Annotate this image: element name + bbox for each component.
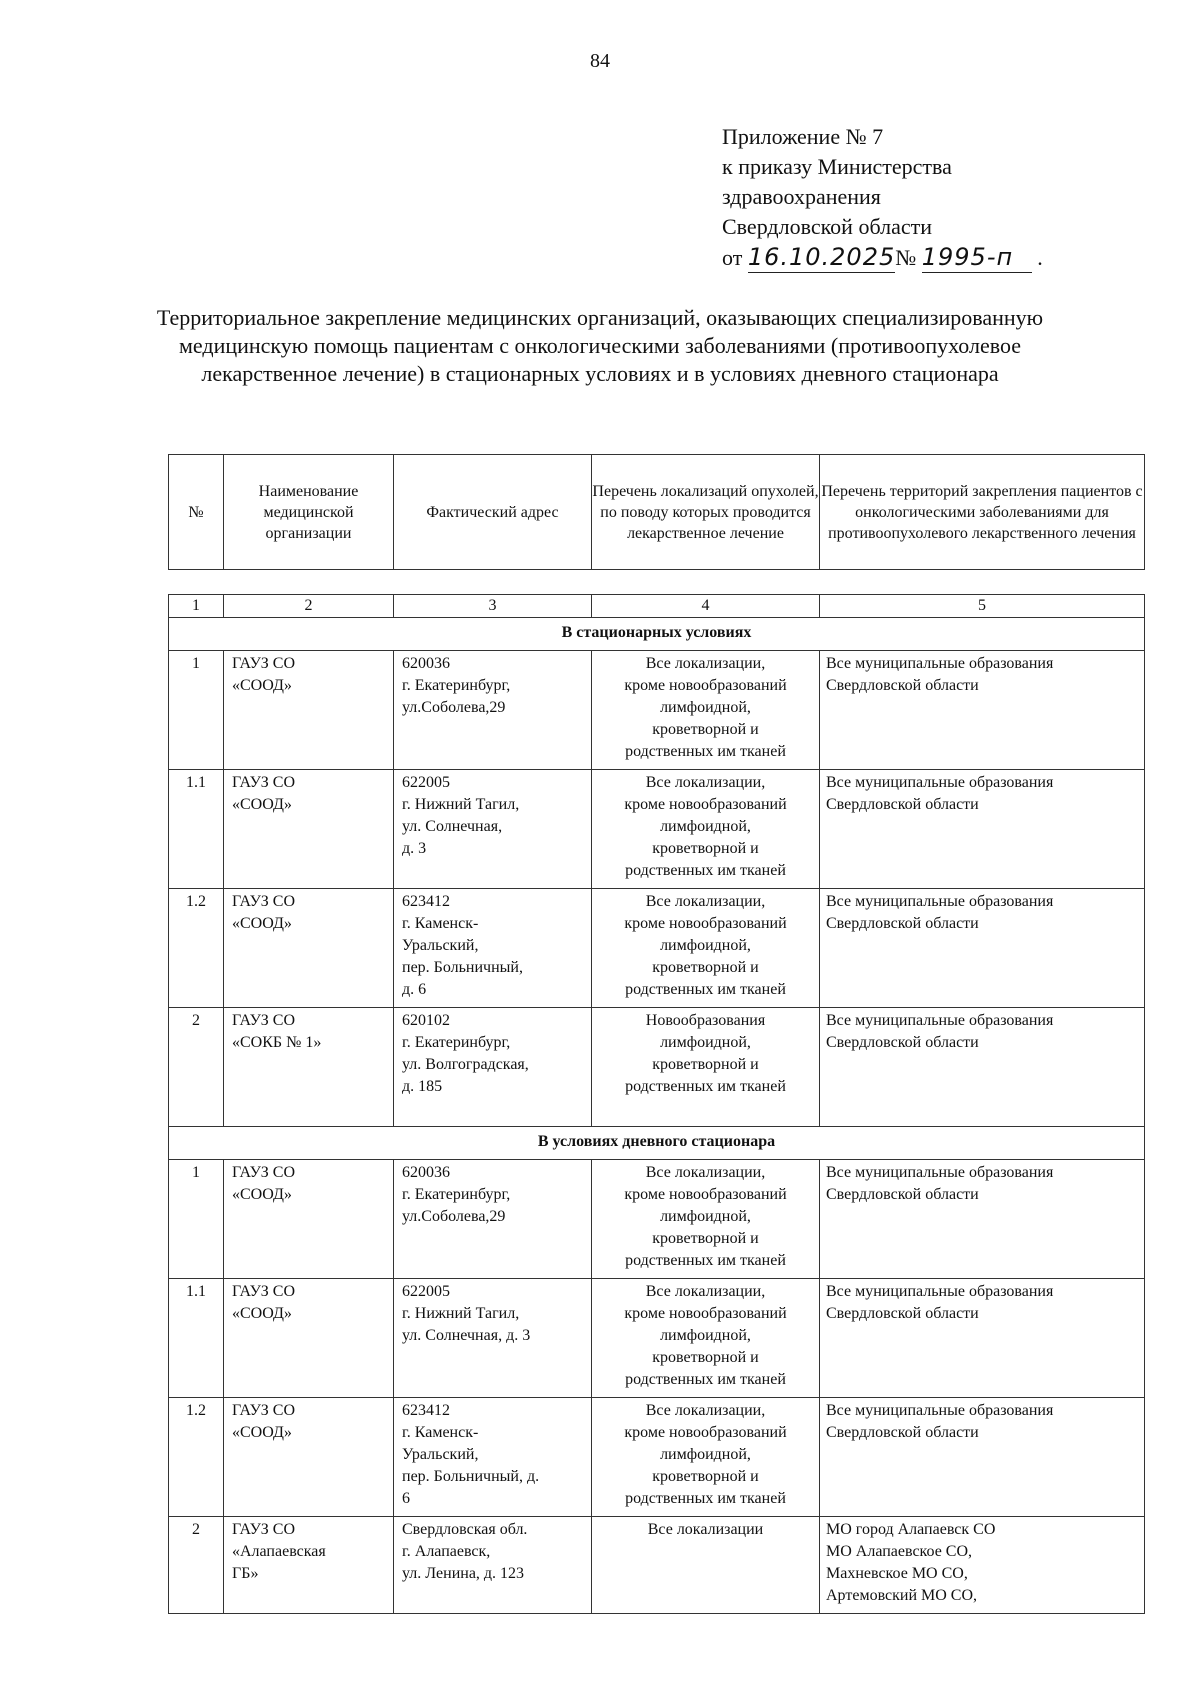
localizations-cell: Все локализации, кроме новообразований лимфоидной, кроветворной и родственных им тканей — [592, 889, 820, 1008]
address-cell: Свердловская обл. г. Алапаевск, ул. Ленина, д. 123 — [394, 1517, 592, 1614]
row-number-cell: 1 — [169, 651, 224, 770]
header-col-address: Фактический адрес — [394, 455, 592, 570]
appendix-block — [722, 122, 1043, 273]
number-label: № — [895, 245, 917, 270]
table-row — [169, 889, 1145, 1008]
column-number-row — [169, 595, 1145, 618]
column-number: 3 — [394, 595, 592, 618]
appendix-line-1: Приложение № 7 — [722, 124, 884, 149]
localizations-cell: Все локализации, кроме новообразований лимфоидной, кроветворной и родственных им тканей — [592, 1279, 820, 1398]
localizations-cell: Все локализации, кроме новообразований лимфоидной, кроветворной и родственных им тканей — [592, 651, 820, 770]
localizations-cell: Все локализации, кроме новообразований лимфоидной, кроветворной и родственных им тканей — [592, 770, 820, 889]
territories-cell: Все муниципальные образования Свердловской области — [820, 889, 1145, 1008]
from-label: от — [722, 245, 743, 270]
section-title: В условиях дневного стационара — [169, 1127, 1145, 1160]
table-row — [169, 651, 1145, 770]
territories-cell: Все муниципальные образования Свердловской области — [820, 1279, 1145, 1398]
address-cell: 622005 г. Нижний Тагил, ул. Солнечная, д. 3 — [394, 770, 592, 889]
table-row — [169, 770, 1145, 889]
organization-cell: ГАУЗ СО «Алапаевская ГБ» — [224, 1517, 394, 1614]
row-number-cell: 1 — [169, 1160, 224, 1279]
territories-cell: Все муниципальные образования Свердловской области — [820, 1398, 1145, 1517]
section-header-row — [169, 1127, 1145, 1160]
row-number-cell: 1.2 — [169, 889, 224, 1008]
end-mark: . — [1037, 245, 1043, 270]
table-row — [169, 1279, 1145, 1398]
organization-cell: ГАУЗ СО «СООД» — [224, 770, 394, 889]
territories-cell: Все муниципальные образования Свердловской области — [820, 770, 1145, 889]
localizations-cell: Все локализации, кроме новообразований лимфоидной, кроветворной и родственных им тканей — [592, 1160, 820, 1279]
header-col-organization: Наименование медицинской организации — [224, 455, 394, 570]
main-table-body — [169, 595, 1145, 1614]
address-cell: 620036 г. Екатеринбург, ул.Соболева,29 — [394, 651, 592, 770]
appendix-line-3: здравоохранения — [722, 184, 881, 209]
page-number: 84 — [590, 50, 610, 72]
main-table — [168, 594, 1145, 1614]
table-row — [169, 1160, 1145, 1279]
row-number-cell: 1.1 — [169, 1279, 224, 1398]
row-number-cell: 2 — [169, 1008, 224, 1127]
territories-cell: Все муниципальные образования Свердловской области — [820, 1160, 1145, 1279]
table-row — [169, 1008, 1145, 1127]
address-cell: 623412 г. Каменск- Уральский, пер. Больничный, д. 6 — [394, 889, 592, 1008]
header-col-territories: Перечень территорий закрепления пациентов с онкологическими заболеваниями для противоопухолевого лекарственного лечения — [820, 455, 1145, 570]
table-row — [169, 1398, 1145, 1517]
header-table — [168, 454, 1145, 570]
territories-cell: Все муниципальные образования Свердловской области — [820, 651, 1145, 770]
column-number: 1 — [169, 595, 224, 618]
header-col-number: № — [169, 455, 224, 570]
address-cell: 622005 г. Нижний Тагил, ул. Солнечная, д. 3 — [394, 1279, 592, 1398]
row-number-cell: 1.1 — [169, 770, 224, 889]
appendix-line-2: к приказу Министерства — [722, 154, 952, 179]
localizations-cell: Все локализации — [592, 1517, 820, 1614]
handwritten-number: 1995-п — [922, 242, 1032, 273]
localizations-cell: Все локализации, кроме новообразований лимфоидной, кроветворной и родственных им тканей — [592, 1398, 820, 1517]
localizations-cell: Новообразования лимфоидной, кроветворной и родственных им тканей — [592, 1008, 820, 1127]
address-cell: 620102 г. Екатеринбург, ул. Волгоградская, д. 185 — [394, 1008, 592, 1127]
organization-cell: ГАУЗ СО «СОКБ № 1» — [224, 1008, 394, 1127]
organization-cell: ГАУЗ СО «СООД» — [224, 1279, 394, 1398]
handwritten-date: 16.10.2025 — [747, 243, 896, 271]
section-header-row — [169, 618, 1145, 651]
appendix-date-line — [722, 242, 1043, 273]
header-col-localizations: Перечень локализаций опухолей, по поводу которых проводится лекарственное лечение — [592, 455, 820, 570]
address-cell: 623412 г. Каменск- Уральский, пер. Больничный, д. 6 — [394, 1398, 592, 1517]
organization-cell: ГАУЗ СО «СООД» — [224, 1160, 394, 1279]
document-title: Территориальное закрепление медицинских организаций, оказывающих специализированную медицинскую помощь пациентам с онкологическими заболеваниями (противоопухолевое лекарственное лечение) в стационарных условиях и в условиях дневного стационара — [156, 305, 1044, 386]
address-cell: 620036 г. Екатеринбург, ул.Соболева,29 — [394, 1160, 592, 1279]
appendix-line-4: Свердловской области — [722, 214, 932, 239]
organization-cell: ГАУЗ СО «СООД» — [224, 651, 394, 770]
territories-cell: Все муниципальные образования Свердловской области — [820, 1008, 1145, 1127]
header-row — [169, 455, 1145, 570]
column-number: 5 — [820, 595, 1145, 618]
column-number: 2 — [224, 595, 394, 618]
organization-cell: ГАУЗ СО «СООД» — [224, 889, 394, 1008]
row-number-cell: 2 — [169, 1517, 224, 1614]
territories-cell: МО город Алапаевск СО МО Алапаевское СО, Махневское МО СО, Артемовский МО СО, — [820, 1517, 1145, 1614]
table-row — [169, 1517, 1145, 1614]
section-title: В стационарных условиях — [169, 618, 1145, 651]
column-number: 4 — [592, 595, 820, 618]
organization-cell: ГАУЗ СО «СООД» — [224, 1398, 394, 1517]
row-number-cell: 1.2 — [169, 1398, 224, 1517]
